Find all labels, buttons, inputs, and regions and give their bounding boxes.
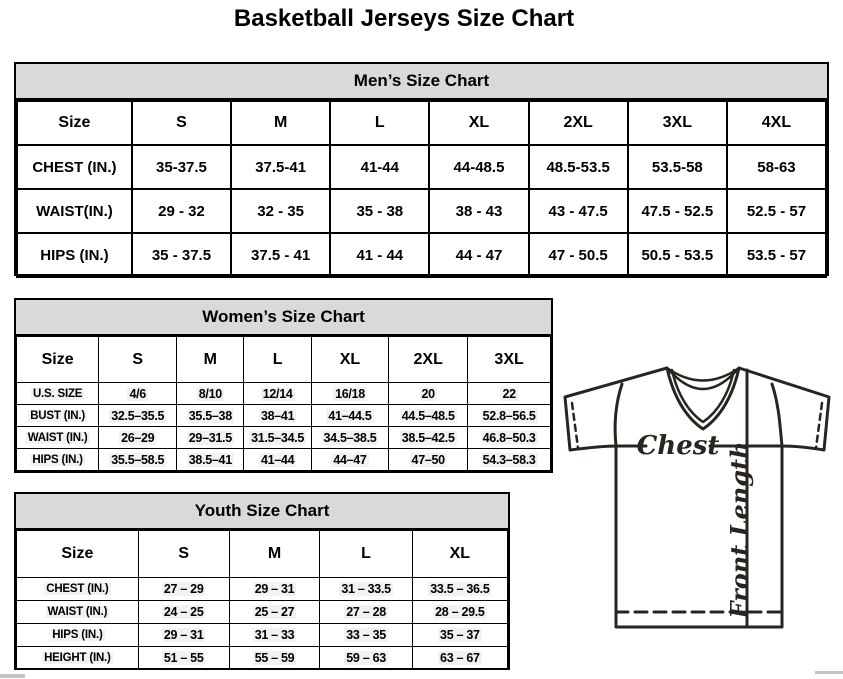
measurement-value bbox=[389, 405, 468, 427]
cell-text: 29 - 32 bbox=[158, 202, 205, 220]
measurement-value bbox=[529, 189, 628, 233]
size-corner-header: Size bbox=[17, 101, 132, 145]
cell-text: 31.5–34.5 bbox=[251, 430, 305, 445]
measurement-value bbox=[330, 189, 429, 233]
measurement-value bbox=[244, 449, 311, 471]
size-column-header: 3XL bbox=[628, 101, 727, 145]
size-column-header: L bbox=[320, 531, 412, 578]
measurement-row bbox=[17, 145, 826, 189]
measurement-row-label bbox=[17, 427, 99, 449]
measurement-value bbox=[727, 233, 826, 277]
size-column-header: XL bbox=[412, 531, 507, 578]
cell-text: 41-44 bbox=[360, 158, 399, 176]
measurement-row-label bbox=[17, 145, 132, 189]
cell-text: HEIGHT (IN.) bbox=[44, 652, 111, 664]
measurement-row bbox=[17, 624, 508, 647]
measurement-value bbox=[468, 383, 551, 405]
cell-text: 38.5–42.5 bbox=[401, 430, 455, 445]
left-cuff-dashed-line bbox=[572, 403, 578, 448]
cell-text: 48.5-53.5 bbox=[546, 158, 610, 176]
cell-text: BUST (IN.) bbox=[30, 409, 86, 422]
measurement-value bbox=[99, 405, 177, 427]
scrollbar-fragment-right[interactable] bbox=[815, 671, 843, 674]
measurement-value bbox=[132, 233, 231, 277]
measurement-value bbox=[138, 578, 229, 601]
measurement-value bbox=[177, 427, 244, 449]
measurement-row bbox=[17, 647, 508, 670]
cell-text: 35.5–38 bbox=[188, 408, 232, 423]
cell-text: 47.5 - 52.5 bbox=[641, 202, 714, 220]
cell-text: U.S. SIZE bbox=[32, 387, 83, 400]
size-column-header: S bbox=[99, 337, 177, 383]
cell-text: WAIST (IN.) bbox=[47, 606, 108, 618]
measurement-value bbox=[177, 449, 244, 471]
measurement-value bbox=[529, 145, 628, 189]
measurement-value bbox=[229, 647, 320, 670]
measurement-row-label bbox=[17, 624, 139, 647]
cell-text: 38–41 bbox=[260, 408, 295, 423]
cell-text: 35 - 38 bbox=[356, 202, 404, 220]
measurement-value bbox=[628, 233, 727, 277]
cell-text: 55 – 59 bbox=[254, 651, 295, 665]
cell-text: 44-48.5 bbox=[453, 158, 505, 176]
cell-text: 29 – 31 bbox=[254, 582, 295, 596]
measurement-value bbox=[529, 233, 628, 277]
measurement-value bbox=[727, 189, 826, 233]
cell-text: HIPS (IN.) bbox=[32, 453, 83, 466]
measurement-row-label bbox=[17, 189, 132, 233]
cell-text: 27 – 29 bbox=[163, 582, 204, 596]
left-armhole-seam bbox=[615, 384, 622, 446]
size-column-header: 4XL bbox=[727, 101, 826, 145]
cell-text: 33 – 35 bbox=[346, 628, 386, 642]
cell-text: 25 – 27 bbox=[254, 605, 295, 619]
cell-text: 20 bbox=[421, 386, 435, 401]
measurement-row-label bbox=[17, 449, 99, 471]
cell-text: 26–29 bbox=[121, 430, 155, 445]
cell-text: 22 bbox=[502, 386, 516, 401]
measurement-row bbox=[17, 383, 551, 405]
measurement-row bbox=[17, 601, 508, 624]
size-header-row bbox=[17, 337, 551, 383]
measurement-value bbox=[412, 647, 507, 670]
size-column-header: 2XL bbox=[389, 337, 468, 383]
size-column-header: S bbox=[138, 531, 229, 578]
size-column-header: XL bbox=[311, 337, 388, 383]
cell-text: 46.8–50.3 bbox=[482, 430, 536, 445]
measurement-value bbox=[244, 427, 311, 449]
measurement-value bbox=[311, 427, 388, 449]
measurement-value bbox=[311, 405, 388, 427]
size-header bbox=[17, 531, 508, 578]
cell-text: 41–44 bbox=[260, 452, 295, 467]
measurement-value bbox=[244, 405, 311, 427]
measurement-value bbox=[132, 145, 231, 189]
youth-size-table bbox=[16, 530, 508, 670]
cell-text: 35 - 37.5 bbox=[151, 246, 212, 264]
measurement-value bbox=[177, 405, 244, 427]
cell-text: 32.5–35.5 bbox=[111, 408, 165, 423]
cell-text: 54.3–58.3 bbox=[482, 452, 536, 467]
size-corner-header: Size bbox=[17, 531, 139, 578]
measurement-row bbox=[17, 233, 826, 277]
measurements-body bbox=[17, 145, 826, 277]
measurement-value bbox=[177, 383, 244, 405]
cell-text: 41 - 44 bbox=[356, 246, 404, 264]
cell-text: 58-63 bbox=[757, 158, 796, 176]
measurement-value bbox=[231, 145, 330, 189]
measurement-row bbox=[17, 578, 508, 601]
measurement-value bbox=[412, 601, 507, 624]
scrollbar-fragment-left[interactable] bbox=[0, 674, 25, 678]
jersey-outline bbox=[565, 368, 829, 627]
size-column-header: L bbox=[330, 101, 429, 145]
cell-text: 50.5 - 53.5 bbox=[641, 246, 714, 264]
measurement-value bbox=[320, 647, 412, 670]
cell-text: WAIST(IN.) bbox=[36, 202, 113, 220]
size-column-header: M bbox=[177, 337, 244, 383]
cell-text: 53.5 - 57 bbox=[746, 246, 807, 264]
cell-text: CHEST (IN.) bbox=[46, 583, 109, 595]
measurement-value bbox=[229, 601, 320, 624]
measurement-value bbox=[628, 189, 727, 233]
cell-text: 29 – 31 bbox=[163, 628, 204, 642]
cell-text: 35 – 37 bbox=[440, 628, 480, 642]
size-column-header: 2XL bbox=[529, 101, 628, 145]
measurement-value bbox=[320, 624, 412, 647]
cell-text: 44 - 47 bbox=[455, 246, 503, 264]
measurement-value bbox=[138, 601, 229, 624]
size-header bbox=[17, 337, 551, 383]
size-corner-header: Size bbox=[17, 337, 99, 383]
cell-text: 37.5-41 bbox=[255, 158, 307, 176]
measurement-value bbox=[99, 383, 177, 405]
cell-text: 43 - 47.5 bbox=[548, 202, 608, 220]
measurement-value bbox=[244, 383, 311, 405]
front-length-measure-label: Front Length bbox=[725, 441, 754, 619]
cell-text: 32 - 35 bbox=[257, 202, 304, 220]
cell-text: 38 - 43 bbox=[455, 202, 503, 220]
cell-text: 35.5–58.5 bbox=[111, 452, 165, 467]
cell-text: 28 – 29.5 bbox=[435, 605, 485, 619]
cell-text: 31 – 33 bbox=[254, 628, 295, 642]
cell-text: 63 – 67 bbox=[440, 651, 480, 665]
measurement-value bbox=[138, 647, 229, 670]
measurement-value bbox=[231, 189, 330, 233]
measurement-row bbox=[17, 427, 551, 449]
cell-text: 33.5 – 36.5 bbox=[430, 582, 490, 596]
cell-text: 44–47 bbox=[333, 452, 367, 467]
cell-text: 29–31.5 bbox=[188, 430, 232, 445]
measurement-value bbox=[231, 233, 330, 277]
measurement-row-label bbox=[17, 405, 99, 427]
measurement-value bbox=[628, 145, 727, 189]
measurement-value bbox=[389, 383, 468, 405]
measurement-value bbox=[229, 578, 320, 601]
size-column-header: XL bbox=[429, 101, 528, 145]
cell-text: 8/10 bbox=[198, 386, 222, 401]
right-cuff-dashed-line bbox=[816, 403, 822, 448]
measurement-row-label bbox=[17, 601, 139, 624]
measurement-value bbox=[229, 624, 320, 647]
womens-size-chart-section bbox=[14, 298, 553, 473]
measurements-body bbox=[17, 578, 508, 670]
cell-text: 53.5-58 bbox=[651, 158, 703, 176]
cell-text: 52.8–56.5 bbox=[482, 408, 536, 423]
cell-text: 52.5 - 57 bbox=[746, 202, 807, 220]
cell-text: 24 – 25 bbox=[163, 605, 204, 619]
measurement-value bbox=[99, 449, 177, 471]
youth-size-chart-section bbox=[14, 492, 510, 670]
size-header-row bbox=[17, 531, 508, 578]
womens-size-table bbox=[16, 336, 551, 471]
cell-text: 12/14 bbox=[262, 386, 293, 401]
cell-text: 41–44.5 bbox=[328, 408, 372, 423]
measurement-value bbox=[389, 427, 468, 449]
measurement-value bbox=[727, 145, 826, 189]
cell-text: 16/18 bbox=[335, 386, 365, 401]
measurement-value bbox=[330, 145, 429, 189]
measurement-value bbox=[412, 624, 507, 647]
cell-text: 38.5–41 bbox=[188, 452, 232, 467]
cell-text: 31 – 33.5 bbox=[341, 582, 391, 596]
measurement-value bbox=[311, 449, 388, 471]
measurements-body bbox=[17, 383, 551, 471]
cell-text: 51 – 55 bbox=[163, 651, 204, 665]
size-header-row bbox=[17, 101, 826, 145]
measurement-value bbox=[389, 449, 468, 471]
cell-text: CHEST (IN.) bbox=[32, 158, 117, 176]
measurement-value bbox=[429, 189, 528, 233]
size-column-header: S bbox=[132, 101, 231, 145]
collar-inner-v bbox=[672, 370, 734, 422]
jersey-measurement-diagram bbox=[558, 365, 836, 631]
measurement-row-label bbox=[17, 233, 132, 277]
size-column-header: M bbox=[231, 101, 330, 145]
measurement-value bbox=[468, 405, 551, 427]
size-header bbox=[17, 101, 826, 145]
measurement-value bbox=[429, 233, 528, 277]
measurement-value bbox=[138, 624, 229, 647]
measurement-row-label bbox=[17, 578, 139, 601]
cell-text: 34.5–38.5 bbox=[323, 430, 377, 445]
chest-measure-label: Chest bbox=[636, 431, 720, 461]
measurement-value bbox=[320, 601, 412, 624]
measurement-value bbox=[412, 578, 507, 601]
page-title: Basketball Jerseys Size Chart bbox=[233, 5, 575, 32]
cell-text: 35-37.5 bbox=[156, 158, 207, 176]
cell-text: 4/6 bbox=[129, 386, 146, 401]
cell-text: WAIST (IN.) bbox=[27, 431, 88, 444]
measurement-value bbox=[311, 383, 388, 405]
measurement-row bbox=[17, 405, 551, 427]
mens-size-table bbox=[16, 100, 827, 278]
size-column-header: L bbox=[244, 337, 311, 383]
measurement-value bbox=[330, 233, 429, 277]
measurement-value bbox=[132, 189, 231, 233]
size-column-header: 3XL bbox=[468, 337, 551, 383]
cell-text: 47 - 50.5 bbox=[548, 246, 608, 264]
cell-text: 47–50 bbox=[411, 452, 445, 467]
measurement-row bbox=[17, 449, 551, 471]
right-armhole-seam bbox=[772, 384, 782, 446]
cell-text: HIPS (IN.) bbox=[40, 246, 109, 264]
cell-text: HIPS (IN.) bbox=[52, 629, 103, 641]
cell-text: 59 – 63 bbox=[346, 651, 386, 665]
youth-chart-title: Youth Size Chart bbox=[16, 494, 508, 530]
measurement-value bbox=[99, 427, 177, 449]
size-column-header: M bbox=[229, 531, 320, 578]
cell-text: 27 – 28 bbox=[346, 605, 386, 619]
cell-text: 37.5 - 41 bbox=[251, 246, 311, 264]
measurement-value bbox=[429, 145, 528, 189]
measurement-row-label bbox=[17, 647, 139, 670]
mens-chart-title: Men’s Size Chart bbox=[16, 64, 827, 100]
measurement-value bbox=[468, 427, 551, 449]
measurement-row-label bbox=[17, 383, 99, 405]
cell-text: 44.5–48.5 bbox=[401, 408, 455, 423]
measurement-value bbox=[468, 449, 551, 471]
measurement-row bbox=[17, 189, 826, 233]
measurement-value bbox=[320, 578, 412, 601]
womens-chart-title: Women’s Size Chart bbox=[16, 300, 551, 336]
mens-size-chart-section bbox=[14, 62, 829, 276]
